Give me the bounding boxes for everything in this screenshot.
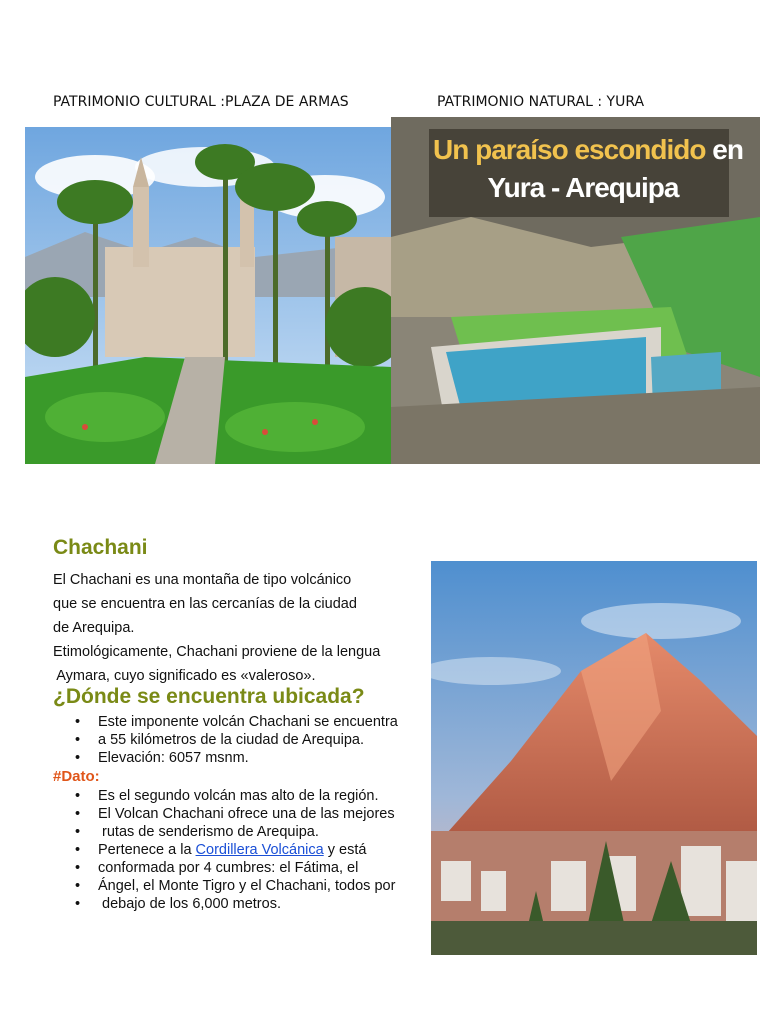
list-item: • Este imponente volcán Chachani se encuentra xyxy=(53,713,398,731)
list-item: • conformada por 4 cumbres: el Fátima, el xyxy=(53,859,395,877)
dato-list xyxy=(53,787,395,913)
list-item: • debajo de los 6,000 metros. xyxy=(53,895,395,913)
list-item: • Elevación: 6057 msnm. xyxy=(53,749,398,767)
list-item: • Es el segundo volcán mas alto de la región. xyxy=(53,787,395,805)
banner-line1-b: en xyxy=(712,134,743,165)
list-item-text: y está xyxy=(323,842,367,858)
list-item: • a 55 kilómetros de la ciudad de Arequipa. xyxy=(53,731,398,749)
list-item: • Ángel, el Monte Tigro y el Chachani, todos por xyxy=(53,877,395,895)
paragraph-line: de Arequipa. xyxy=(53,620,135,636)
plaza-de-armas-photo xyxy=(25,127,392,464)
chachani-heading: Chachani xyxy=(53,536,148,559)
list-item xyxy=(53,841,395,859)
banner-line1-a: Un paraíso escondido xyxy=(433,134,706,165)
paragraph-line: que se encuentra en las cercanías de la ciudad xyxy=(53,596,357,612)
list-item xyxy=(53,823,395,841)
list-item: • El Volcan Chachani ofrece una de las mejores xyxy=(53,805,395,823)
dato-heading: #Dato: xyxy=(53,768,100,785)
caption-cultural: PATRIMONIO CULTURAL :PLAZA DE ARMAS xyxy=(53,94,349,110)
yura-photo xyxy=(391,117,760,464)
list-item-text: rutas de senderismo de Arequipa. xyxy=(98,824,319,840)
chachani-volcano-photo xyxy=(431,561,757,955)
banner-line2: Yura - Arequipa xyxy=(487,172,679,203)
paragraph-line: El Chachani es una montaña de tipo volcánico xyxy=(53,572,352,588)
location-list xyxy=(53,713,398,767)
location-heading: ¿Dónde se encuentra ubicada? xyxy=(53,685,365,708)
cordillera-volcanica-link[interactable]: Cordillera Volcánica xyxy=(195,842,324,858)
yura-banner xyxy=(433,131,743,207)
chachani-paragraph xyxy=(53,568,413,688)
paragraph-line: Etimológicamente, Chachani proviene de la lengua xyxy=(53,644,381,660)
paragraph-line: Aymara, cuyo significado es «valeroso». xyxy=(53,668,316,684)
caption-natural: PATRIMONIO NATURAL : YURA xyxy=(437,94,645,110)
list-item-text: Pertenece a la xyxy=(98,842,192,858)
